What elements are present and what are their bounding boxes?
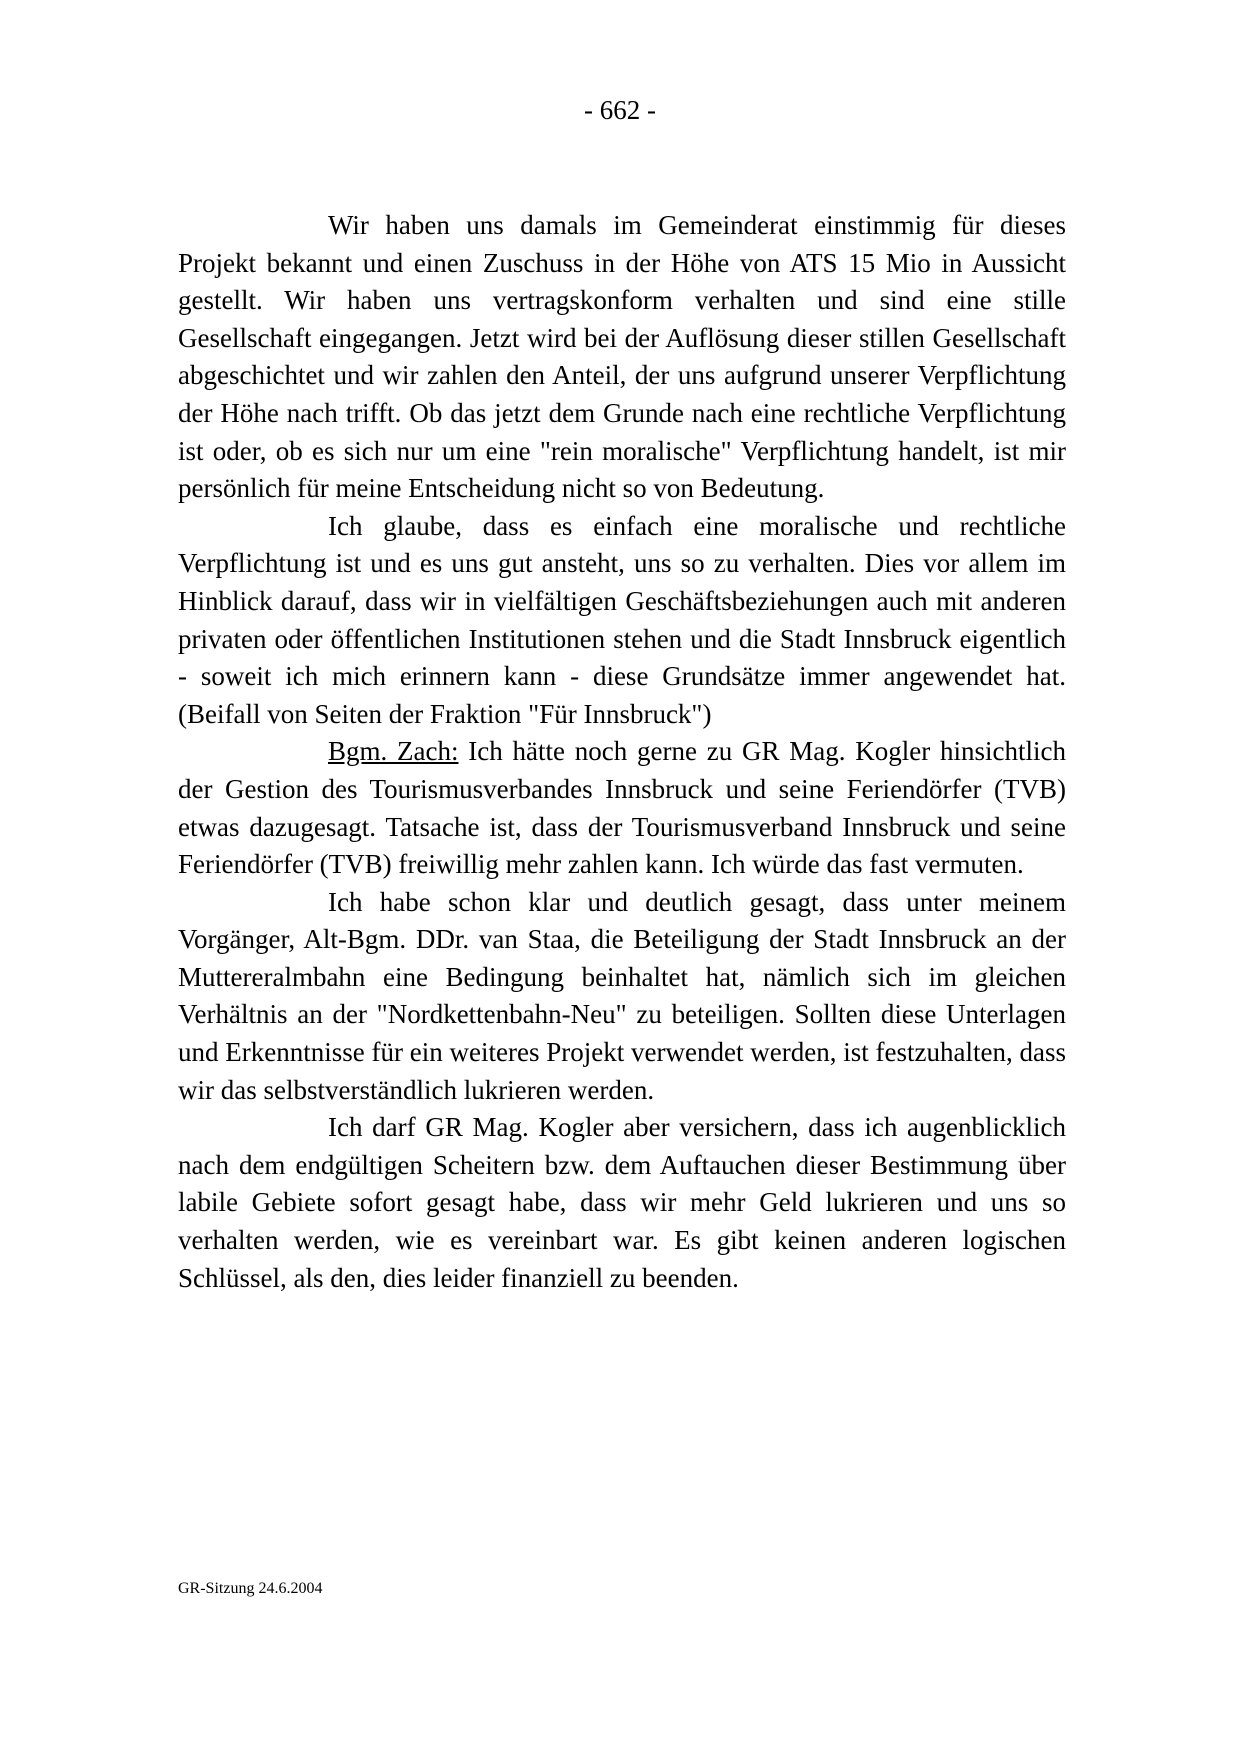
paragraph-5: [178, 1109, 1066, 1297]
speaker-name: Bgm. Zach:: [328, 736, 459, 767]
paragraph-2: [178, 508, 1066, 734]
paragraph-1-text: Wir haben uns damals im Gemeinderat einstimmig für dieses Projekt bekannt und einen Zuschuss in der Höhe von ATS 15 Mio in Aussicht gestellt. Wir haben uns vertragskonform verhalten und sind eine stille Gesellschaft eingegangen. Jetzt wird bei der Auflösung dieser stillen Gesellschaft abgeschichtet und wir zahlen den Anteil, der uns aufgrund unserer Verpflichtung der Höhe nach trifft. Ob das jetzt dem Grunde nach eine rechtliche Verpflichtung ist oder, ob es sich nur um eine "rein moralische" Verpflichtung handelt, ist mir persönlich für meine Entscheidung nicht so von Bedeutung.: [178, 210, 1066, 504]
paragraph-4: [178, 884, 1066, 1110]
paragraph-2-text: Ich glaube, dass es einfach eine moralische und rechtliche Verpflichtung ist und es uns gut ansteht, uns so zu verhalten. Dies vor allem im Hinblick darauf, dass wir in vielfältigen Geschäftsbeziehungen auch mit anderen privaten oder öffentlichen Institutionen stehen und die Stadt Innsbruck eigentlich - soweit ich mich erinnern kann - diese Grundsätze immer angewendet hat. (Beifall von Seiten der Fraktion "Für Innsbruck"): [178, 510, 1066, 729]
paragraph-5-text: Ich darf GR Mag. Kogler aber versichern, dass ich augenblicklich nach dem endgültigen Scheitern bzw. dem Auftauchen dieser Bestimmung über labile Gebiete sofort gesagt habe, dass wir mehr Geld lukrieren und uns so verhalten werden, wie es vereinbart war. Es gibt keinen anderen logischen Schlüssel, als den, dies leider finanziell zu beenden.: [178, 1112, 1066, 1293]
paragraph-3: [178, 733, 1066, 883]
paragraph-3-text: Ich hätte noch gerne zu GR Mag. Kogler hinsichtlich der Gestion des Tourismusverbandes Innsbruck und seine Feriendörfer (TVB) etwas dazugesagt. Tatsache ist, dass der Tourismusverband Innsbruck und seine Feriendörfer (TVB) freiwillig mehr zahlen kann. Ich würde das fast vermuten.: [178, 736, 1066, 880]
body-text: [178, 207, 1066, 1297]
paragraph-4-text: Ich habe schon klar und deutlich gesagt, dass unter meinem Vorgänger, Alt-Bgm. DDr. van Staa, die Beteiligung der Stadt Innsbruck an der Muttereralmbahn eine Bedingung beinhaltet hat, nämlich sich im gleichen Verhältnis an der "Nordkettenbahn-Neu" zu beteiligen. Sollten diese Unterlagen und Erkenntnisse für ein weiteres Projekt verwendet werden, ist festzuhalten, dass wir das selbstverständlich lukrieren werden.: [178, 886, 1066, 1105]
paragraph-1: [178, 207, 1066, 508]
page-number: - 662 -: [584, 95, 656, 125]
footer-session-date: GR-Sitzung 24.6.2004: [178, 1580, 323, 1597]
